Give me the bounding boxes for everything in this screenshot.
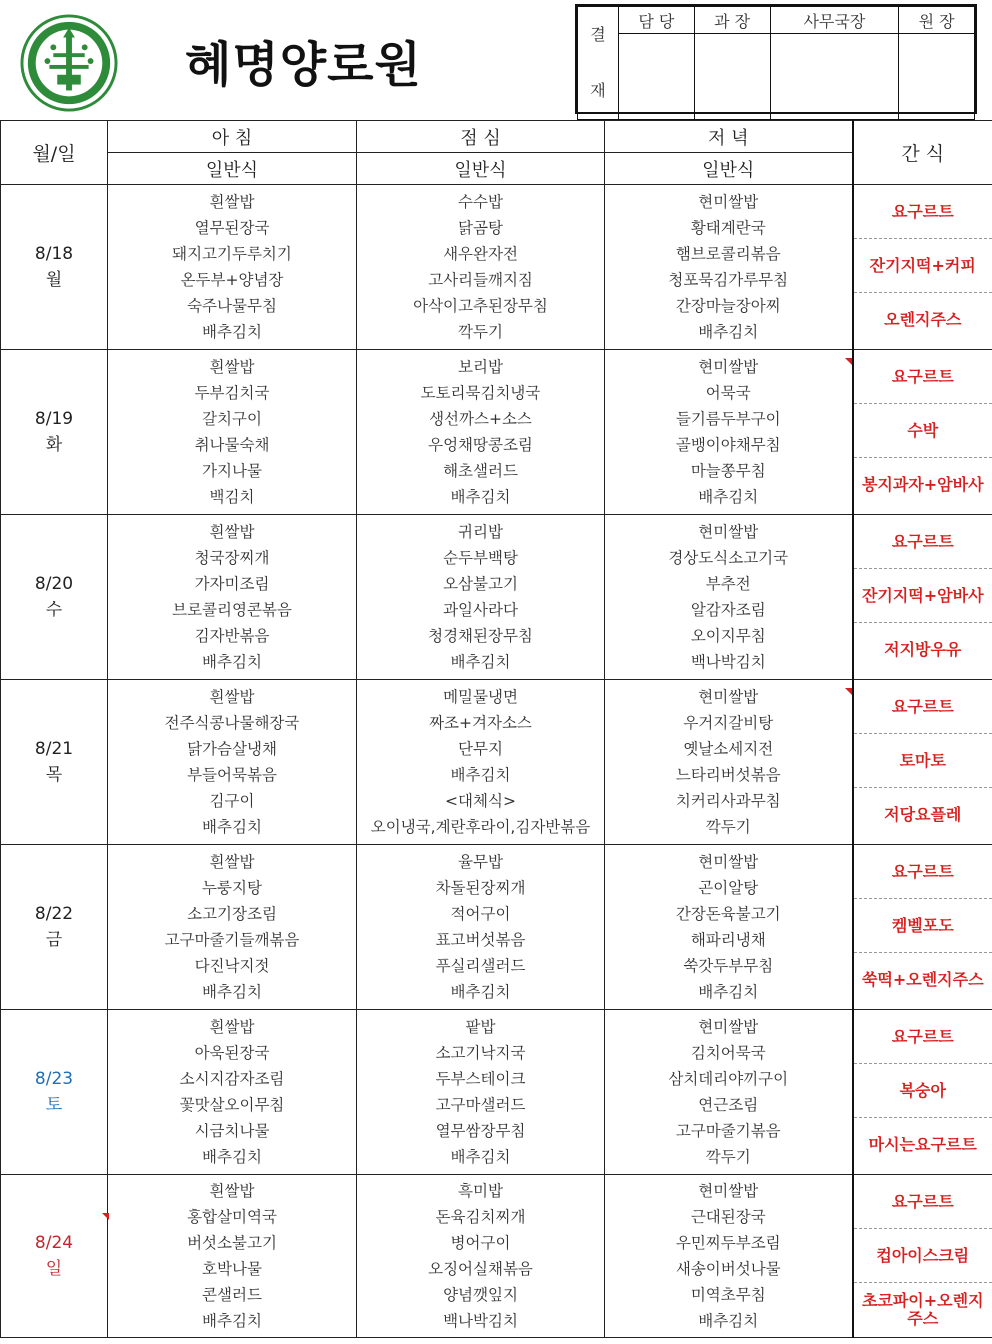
menu-item: 골뱅이야채무침 [675,436,781,454]
breakfast-header: 아 침 [108,121,357,153]
menu-item: 오징어실채볶음 [428,1260,533,1278]
menu-item: 흑미밥 [458,1182,503,1200]
menu-item: 백나박김치 [443,1312,518,1330]
menu-item: 현미쌀밥 [698,1018,759,1036]
approval-sign-cell[interactable] [899,34,975,120]
approval-role: 과 장 [694,7,770,34]
breakfast-cell [108,1010,357,1175]
menu-item: 간장마늘장아찌 [675,297,781,315]
comment-marker-icon [102,1213,109,1220]
menu-item: 어묵국 [705,384,751,402]
day-row [1,680,992,845]
day-row [1,845,992,1010]
snack-item: 쑥떡+오렌지주스 [861,970,984,989]
menu-item: 마늘쫑무침 [690,462,766,480]
dinner-cell [605,680,853,845]
snack-item: 봉지과자+암바사 [861,475,984,494]
snack-cell [853,845,992,1010]
menu-item: 닭가슴살냉채 [187,740,277,758]
menu-item: 경상도식소고기국 [668,549,789,567]
menu-item: 쑥갓두부무침 [683,957,774,975]
menu-item: 두부김치국 [194,384,270,402]
menu-item: 콘샐러드 [202,1286,262,1304]
menu-item: 현미쌀밥 [698,1182,759,1200]
approval-role: 담 당 [619,7,695,34]
menu-item: 배추김치 [698,323,759,341]
menu-item: <대체식> [445,792,516,810]
menu-item: 가지나물 [202,462,262,480]
snack-item: 요구르트 [854,1175,992,1229]
menu-item: 차돌된장찌개 [435,879,526,897]
menu-item: 간장돈육불고기 [675,905,781,923]
menu-item: 과일사라다 [443,601,518,619]
lunch-header: 점 심 [357,121,605,153]
menu-item: 흰쌀밥 [209,688,255,706]
day-row [1,1010,992,1175]
snack-item: 컵아이스크림 [854,1229,992,1283]
menu-item: 아삭이고추된장무침 [413,297,548,315]
dinner-cell [605,515,853,680]
comment-marker-icon [845,358,852,365]
menu-body [1,185,992,1338]
snack-cell [853,1175,992,1338]
date-cell [1,1175,108,1338]
snack-item: 저당요플레 [884,805,962,824]
approval-sign-cell[interactable] [770,34,899,120]
menu-item: 배추김치 [450,653,511,671]
menu-item: 햄브로콜리볶음 [675,245,781,263]
menu-item: 가자미조림 [194,575,270,593]
menu-item: 옛날소세지전 [683,740,774,758]
menu-item: 고사리들깨지짐 [428,271,533,289]
date-label: 8/22 [34,904,74,924]
menu-item: 배추김치 [202,1312,262,1330]
date-cell [1,680,108,845]
page-header [0,0,992,120]
dinner-cell [605,845,853,1010]
dinner-header: 저 녁 [605,121,853,153]
snack-item: 요구르트 [854,680,992,734]
snack-cell [853,680,992,845]
date-column-header: 월/일 [1,121,108,185]
day-row [1,515,992,680]
date-label: 8/19 [34,409,74,429]
date-cell [1,515,108,680]
dinner-cell [605,1175,853,1338]
breakfast-cell [108,1175,357,1338]
menu-item: 배추김치 [698,983,759,1001]
snack-item: 토마토 [854,734,992,788]
snack-item: 요구르트 [854,1010,992,1064]
weekly-menu-table [0,120,992,1338]
menu-item: 청포묵김가루무침 [668,271,789,289]
dinner-cell [605,1010,853,1175]
menu-item: 흰쌀밥 [209,853,255,871]
date-cell [1,185,108,350]
menu-item: 청국장찌개 [194,549,270,567]
menu-item: 배추김치 [202,818,262,836]
menu-item: 고구마줄기볶음 [675,1122,781,1140]
date-label: 8/24 [34,1233,74,1253]
breakfast-cell [108,680,357,845]
menu-item: 현미쌀밥 [698,193,759,211]
menu-item: 꽃맛살오이무침 [179,1096,285,1114]
date-cell [1,1010,108,1175]
day-row [1,185,992,350]
page-title: 혜명양로원 [185,37,422,93]
snack-item: 요구르트 [854,350,992,404]
menu-item: 해초샐러드 [443,462,518,480]
weekday-label: 일 [45,1259,63,1279]
snack-item: 요구르트 [854,185,992,239]
breakfast-cell [108,845,357,1010]
menu-item: 전주식콩나물해장국 [164,714,300,732]
menu-item: 연근조림 [698,1096,759,1114]
menu-item: 푸실리샐러드 [435,957,526,975]
menu-item: 열무된장국 [194,219,270,237]
snack-item: 요구르트 [854,515,992,569]
menu-item: 귀리밥 [458,523,503,541]
menu-item: 소고기장조림 [187,905,277,923]
weekday-label: 월 [45,270,63,290]
snack-item: 마시는요구르트 [868,1135,977,1154]
lunch-cell [357,680,605,845]
menu-item: 고구마줄기들깨볶음 [164,931,300,949]
snack-cell [853,1010,992,1175]
snack-item: 저지방우유 [884,640,962,659]
lunch-cell [357,1175,605,1338]
menu-item: 흰쌀밥 [209,1018,255,1036]
menu-item: 황태계란국 [690,219,766,237]
menu-item: 갈치구이 [202,410,262,428]
date-label: 8/21 [34,739,74,759]
menu-item: 김치어묵국 [690,1044,766,1062]
menu-item: 삼치데리야끼구이 [668,1070,789,1088]
menu-item: 숙주나물무침 [187,297,277,315]
date-label: 8/18 [34,244,74,264]
menu-item: 생선까스+소스 [429,410,532,428]
dinner-cell [605,185,853,350]
menu-item: 흰쌀밥 [209,523,255,541]
comment-marker-icon [845,688,852,695]
menu-item: 배추김치 [202,983,262,1001]
snack-cell [853,350,992,515]
weekday-label: 수 [45,600,63,620]
breakfast-cell [108,515,357,680]
menu-item: 단무지 [458,740,503,758]
date-cell [1,350,108,515]
menu-item: 순두부백탕 [443,549,518,567]
menu-item: 현미쌀밥 [698,358,759,376]
menu-item: 치커리사과무침 [675,792,781,810]
menu-item: 배추김치 [450,1148,511,1166]
weekday-label: 화 [45,435,63,455]
snack-item: 오렌지주스 [884,310,962,329]
menu-item: 곤이알탕 [698,879,759,897]
approval-sign-cell[interactable] [694,34,770,120]
menu-item: 팥밥 [465,1018,496,1036]
menu-item: 깍두기 [705,1148,751,1166]
day-row [1,350,992,515]
menu-item: 배추김치 [202,653,262,671]
breakfast-cell [108,185,357,350]
menu-item: 오삼불고기 [443,575,518,593]
date-cell [1,845,108,1010]
lunch-type: 일반식 [357,153,605,185]
menu-item: 도토리묵김치냉국 [420,384,541,402]
menu-item: 아욱된장국 [194,1044,270,1062]
menu-item: 부추전 [705,575,751,593]
menu-item: 짜조+겨자소스 [429,714,532,732]
menu-item: 알감자조림 [690,601,766,619]
menu-item: 닭곰탕 [458,219,503,237]
snack-cell [853,185,992,350]
menu-item: 배추김치 [450,488,511,506]
menu-item: 현미쌀밥 [698,853,759,871]
menu-item: 열무쌈장무침 [435,1122,526,1140]
breakfast-type: 일반식 [108,153,357,185]
menu-item: 흰쌀밥 [209,358,255,376]
menu-item: 우민찌두부조림 [675,1234,781,1252]
menu-item: 깍두기 [705,818,751,836]
dinner-cell [605,350,853,515]
date-label: 8/23 [34,1069,74,1089]
menu-item: 버섯소불고기 [187,1234,277,1252]
menu-item: 시금치나물 [194,1122,270,1140]
menu-item: 홍합살미역국 [187,1208,277,1226]
lunch-cell [357,845,605,1010]
snack-item: 잔기지떡+암바사 [854,569,992,623]
approval-sign-cell[interactable] [619,34,695,120]
weekday-label: 금 [45,930,63,950]
menu-item: 소고기낙지국 [435,1044,526,1062]
dinner-type: 일반식 [605,153,853,185]
menu-item: 수수밥 [458,193,503,211]
weekday-label: 목 [45,765,63,785]
menu-item: 배추김치 [202,323,262,341]
menu-item: 표고버섯볶음 [435,931,526,949]
lunch-cell [357,350,605,515]
approval-box [575,4,977,114]
date-label: 8/20 [34,574,74,594]
menu-item: 우거지갈비탕 [683,714,774,732]
approval-side-label: 결 재 [578,7,619,120]
menu-item: 현미쌀밥 [698,523,759,541]
menu-item: 백나박김치 [690,653,766,671]
menu-item: 근대된장국 [690,1208,766,1226]
snack-item: 초코파이+오렌지주스 [861,1291,984,1328]
menu-item: 배추김치 [450,766,511,784]
menu-item: 배추김치 [698,1312,759,1330]
menu-item: 느타리버섯볶음 [675,766,781,784]
menu-item: 고구마샐러드 [435,1096,526,1114]
menu-item: 미역초무침 [690,1286,766,1304]
lunch-cell [357,1010,605,1175]
menu-item: 적어구이 [450,905,511,923]
menu-item: 두부스테이크 [435,1070,526,1088]
menu-item: 배추김치 [202,1148,262,1166]
snack-item: 수박 [854,404,992,458]
snack-cell [853,515,992,680]
menu-item: 오이지무침 [690,627,766,645]
menu-item: 김자반볶음 [194,627,270,645]
menu-item: 들기름두부구이 [675,410,781,428]
lunch-cell [357,185,605,350]
menu-item: 양념깻잎지 [443,1286,518,1304]
menu-item: 브로콜리영콘볶음 [172,601,292,619]
menu-item: 부들어묵볶음 [187,766,277,784]
menu-item: 새우완자전 [443,245,518,263]
menu-item: 메밀물냉면 [443,688,518,706]
menu-item: 호박나물 [202,1260,262,1278]
menu-item: 온두부+양념장 [180,271,284,289]
snack-column-header: 간 식 [853,121,992,185]
menu-item: 백김치 [209,488,255,506]
menu-item: 우엉채땅콩조림 [428,436,533,454]
menu-item: 다진낙지젓 [194,957,270,975]
menu-item: 오이냉국,계란후라이,김자반볶음 [370,818,591,836]
menu-item: 돼지고기두루치기 [172,245,292,263]
emblem-logo [20,14,118,112]
menu-item: 배추김치 [698,488,759,506]
breakfast-cell [108,350,357,515]
menu-item: 해파리냉채 [690,931,766,949]
menu-item: 돈육김치찌개 [435,1208,526,1226]
menu-item: 깍두기 [458,323,503,341]
day-row [1,1175,992,1338]
menu-item: 흰쌀밥 [209,193,255,211]
menu-item: 청경채된장무침 [428,627,533,645]
menu-item: 병어구이 [450,1234,511,1252]
menu-item: 배추김치 [450,983,511,1001]
approval-role: 사무국장 [770,7,899,34]
weekday-label: 토 [45,1095,63,1115]
snack-item: 복숭아 [854,1064,992,1118]
menu-item: 현미쌀밥 [698,688,759,706]
menu-item: 율무밥 [458,853,503,871]
menu-item: 소시지감자조림 [179,1070,285,1088]
menu-item: 새송이버섯나물 [675,1260,781,1278]
approval-role: 원 장 [899,7,975,34]
menu-item: 흰쌀밥 [209,1182,255,1200]
menu-item: 보리밥 [458,358,503,376]
snack-item: 요구르트 [854,845,992,899]
menu-item: 누룽지탕 [202,879,262,897]
snack-item: 잔기지떡+커피 [854,239,992,293]
snack-item: 켐벨포도 [854,899,992,953]
menu-item: 취나물숙채 [194,436,270,454]
menu-item: 김구이 [209,792,255,810]
lunch-cell [357,515,605,680]
